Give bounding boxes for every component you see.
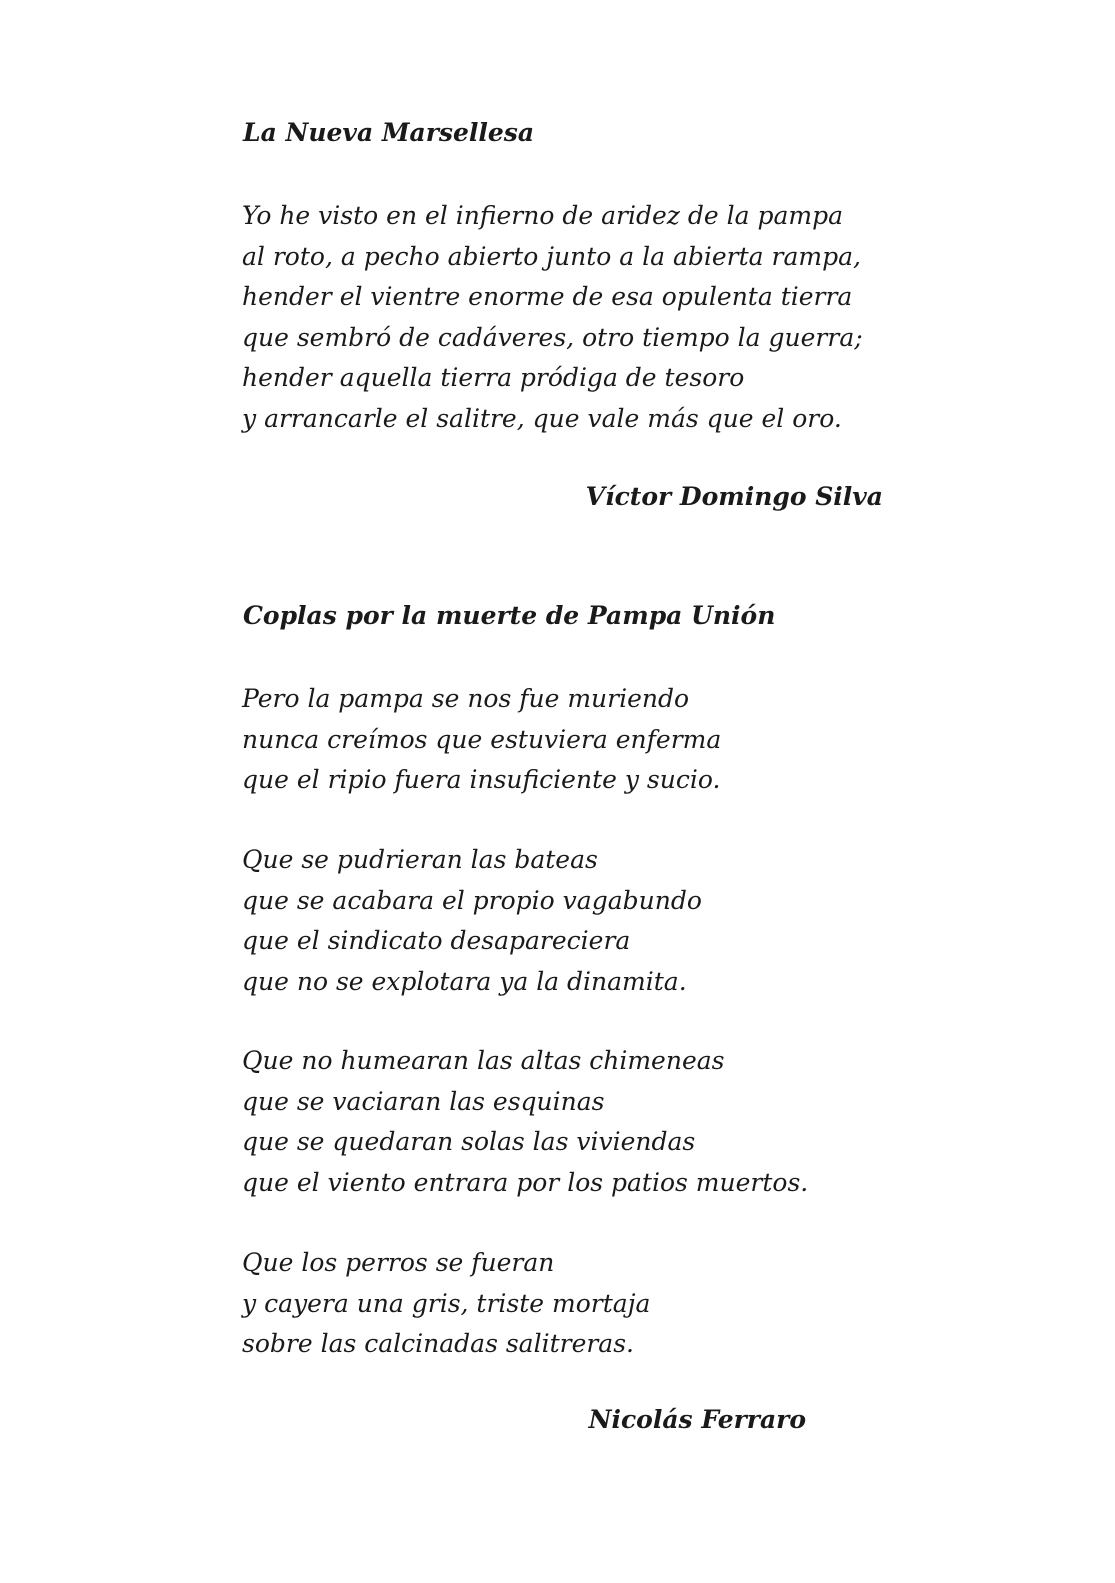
verse-line: hender el vientre enorme de esa opulenta tierra	[242, 282, 853, 311]
stanza	[242, 1041, 808, 1203]
stanza	[242, 679, 721, 801]
verse-line: que se quedaran solas las viviendas	[242, 1127, 696, 1156]
verse-line: que el ripio fuera insuficiente y sucio.	[242, 765, 721, 794]
verse-line: Que se pudrieran las bateas	[242, 845, 598, 874]
poem-title: Coplas por la muerte de Pampa Unión	[243, 601, 776, 630]
verse-line: Pero la pampa se nos fue muriendo	[242, 684, 690, 713]
verse-line: que se acabara el propio vagabundo	[242, 885, 702, 915]
verse-line: que el sindicato desapareciera	[242, 926, 631, 955]
verse-line: sobre las calcinadas salitreras.	[242, 1329, 634, 1358]
verse-line: que sembró de cadáveres, otro tiempo la guerra;	[242, 322, 863, 352]
verse-line: y arrancarle el salitre, que vale más que el oro.	[242, 403, 842, 433]
stanza	[242, 196, 863, 439]
verse-line: Que no humearan las altas chimeneas	[242, 1046, 725, 1075]
verse-line: y cayera una gris, triste mortaja	[242, 1288, 651, 1318]
verse-line: Yo he visto en el infierno de aridez de la pampa	[242, 201, 843, 230]
verse-line: nunca creímos que estuviera enferma	[242, 724, 722, 754]
verse-line: que se vaciaran las esquinas	[242, 1086, 605, 1116]
poem-author: Nicolás Ferraro	[588, 1405, 806, 1434]
verse-line: que no se explotara ya la dinamita.	[242, 966, 687, 996]
verse-line: hender aquella tierra pródiga de tesoro	[242, 363, 745, 392]
poem-author: Víctor Domingo Silva	[585, 482, 883, 511]
poem-title: La Nueva Marsellesa	[243, 118, 535, 147]
verse-line: Que los perros se fueran	[242, 1248, 555, 1277]
stanza	[242, 840, 702, 1002]
stanza	[242, 1243, 650, 1365]
verse-line: que el viento entrara por los patios muertos.	[242, 1167, 809, 1197]
verse-line: al roto, a pecho abierto junto a la abierta rampa,	[242, 241, 861, 271]
